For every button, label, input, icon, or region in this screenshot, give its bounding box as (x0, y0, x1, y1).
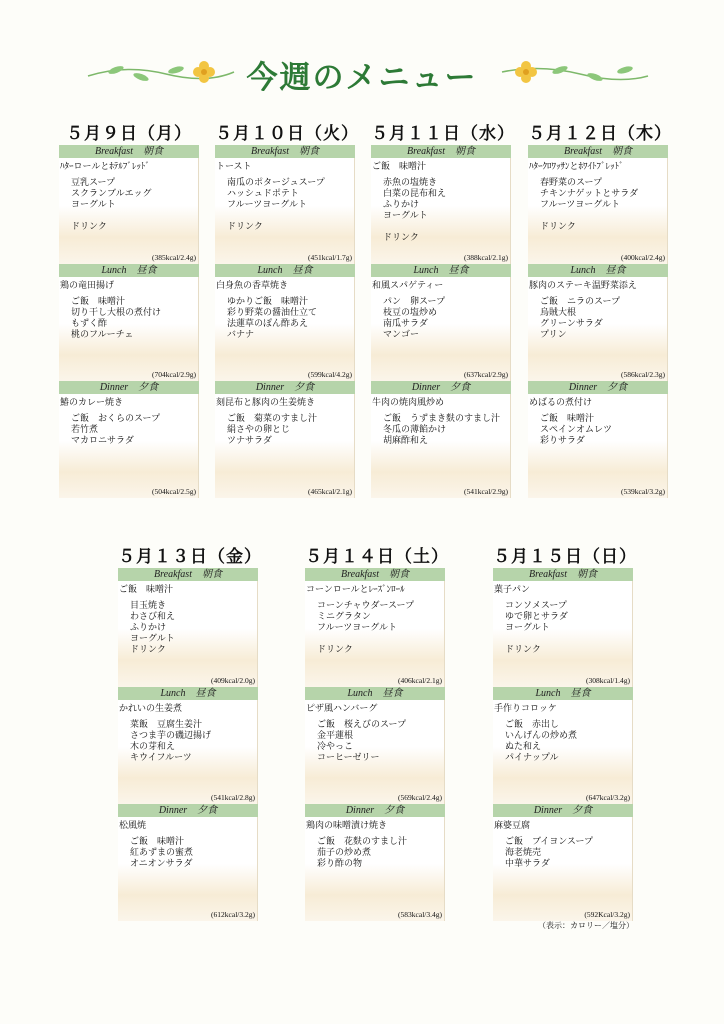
meal-label: Breakfast 朝食 (215, 145, 355, 158)
page-title: 今週のメニュー (246, 60, 478, 96)
meal-lunch (118, 687, 258, 804)
meal-lunch (493, 687, 633, 804)
main-dish: 刻昆布と豚肉の生姜焼き (216, 398, 316, 408)
side-dish: ご飯 味噌汁 (71, 297, 126, 307)
main-dish: 鶏肉の味噌漬け焼き (306, 821, 388, 831)
side-dish-list (528, 297, 667, 341)
side-dish: ご飯 うずまき麩のすまし汁 (383, 414, 501, 424)
footnote: （表示：カロリー／塩分） (538, 921, 634, 930)
side-dish: 木の芽和え (130, 742, 176, 752)
day-date: ５月９日（月） (66, 124, 192, 144)
meal-label: Lunch 昼食 (528, 264, 668, 277)
side-dish: 若竹煮 (71, 425, 99, 435)
side-dish: 目玉焼き (130, 601, 167, 611)
meal-breakfast (493, 568, 633, 687)
side-dish: ドリンク (505, 645, 541, 655)
meal-lunch (371, 264, 511, 381)
side-dish: 春野菜のスープ (540, 178, 603, 188)
day-column (528, 123, 672, 498)
side-dish-list (215, 297, 354, 341)
calorie-salt: (541kcal/2.8g) (211, 793, 255, 802)
side-dish: 茄子の炒め煮 (317, 848, 372, 858)
meal-dinner (528, 381, 668, 498)
meal-label: Breakfast 朝食 (493, 568, 633, 581)
side-dish: ご飯 花麩のすまし汁 (317, 837, 408, 847)
side-dish: ドリンク (317, 645, 353, 655)
day-date: ５月１３日（金） (118, 547, 262, 567)
meal-label: Dinner 夕食 (528, 381, 668, 394)
meal-dinner (118, 804, 258, 921)
calorie-salt: (539kcal/3.2g) (621, 487, 665, 496)
meal-lunch (59, 264, 199, 381)
meal-body (215, 277, 355, 381)
meal-lunch (528, 264, 668, 381)
main-dish: 松風焼 (119, 821, 147, 831)
side-dish: ハッシュドポテト (227, 189, 299, 199)
meal-body (305, 817, 445, 921)
meal-body (215, 158, 355, 264)
calorie-salt: (637kcal/2.9g) (464, 370, 508, 379)
side-dish: パン 卵スープ (383, 297, 446, 307)
side-dish: ご飯 味噌汁 (130, 837, 185, 847)
side-dish-list (305, 601, 444, 656)
main-dish: 牛肉の焼肉風炒め (372, 398, 445, 408)
side-dish: ふりかけ (383, 200, 420, 210)
side-dish: ご飯 菊菜のすまし汁 (227, 414, 318, 424)
day-column (59, 123, 199, 498)
meal-dinner (493, 804, 633, 921)
side-dish-list (371, 297, 510, 341)
main-dish: 豚肉のステーキ温野菜添え (529, 281, 637, 291)
side-dish-list (305, 720, 444, 764)
side-dish: ゆで卵とサラダ (505, 612, 568, 622)
calorie-salt: (400kcal/2.4g) (621, 253, 665, 262)
side-dish: ご飯 桜えびのスープ (317, 720, 407, 730)
main-dish: 手作りコロッケ (494, 704, 557, 714)
side-dish: 赤魚の塩焼き (383, 178, 438, 188)
side-dish: 中華サラダ (505, 859, 550, 869)
main-dish: ピザ風ハンバーグ (306, 704, 378, 714)
meal-breakfast (59, 145, 199, 264)
flower-vine-right-icon (500, 54, 650, 94)
side-dish: キウイフルーツ (130, 753, 192, 763)
meal-label: Breakfast 朝食 (118, 568, 258, 581)
meal-label: Dinner 夕食 (305, 804, 445, 817)
meal-label: Breakfast 朝食 (528, 145, 668, 158)
side-dish-list (59, 414, 198, 447)
side-dish-list (118, 837, 257, 870)
side-dish: 絹さやの卵とじ (227, 425, 291, 435)
day-column (215, 123, 359, 498)
side-dish-list (371, 414, 510, 447)
side-dish: ヨーグルト (130, 634, 175, 644)
meal-label: Dinner 夕食 (371, 381, 511, 394)
meal-body (118, 817, 258, 921)
meal-body (118, 581, 258, 687)
meal-body (493, 700, 633, 804)
spacer (227, 211, 354, 222)
main-dish: 和風スパゲティー (372, 281, 444, 291)
main-dish: ﾊﾀｰロールとﾎﾃﾙﾌﾞﾚｯﾄﾞ (60, 162, 150, 172)
calorie-salt: (385kcal/2.4g) (152, 253, 196, 262)
meal-label: Breakfast 朝食 (305, 568, 445, 581)
meal-body (371, 158, 511, 264)
side-dish: スクランブルエッグ (71, 189, 152, 199)
main-dish: 麻婆豆腐 (494, 821, 531, 831)
calorie-salt: (406kcal/2.1g) (398, 676, 442, 685)
meal-lunch (215, 264, 355, 381)
side-dish: ご飯 ブイヨンスープ (505, 837, 594, 847)
side-dish: チキンナゲットとサラダ (540, 189, 639, 199)
side-dish: ミニグラタン (317, 612, 371, 622)
main-dish: コーンロールとﾚｰｽﾞﾝﾛｰﾙ (306, 585, 405, 595)
side-dish: オニオンサラダ (130, 859, 193, 869)
meal-breakfast (305, 568, 445, 687)
meal-label: Lunch 昼食 (59, 264, 199, 277)
spacer (383, 222, 510, 233)
day-date: ５月１１日（水） (371, 124, 515, 144)
side-dish: もずく酢 (71, 319, 108, 329)
meal-body (118, 700, 258, 804)
meal-body (528, 277, 668, 381)
calorie-salt: (592Kcal/3.2g) (584, 910, 630, 919)
meal-label: Breakfast 朝食 (371, 145, 511, 158)
spacer (540, 211, 667, 222)
side-dish: フルーツヨーグルト (317, 623, 398, 633)
calorie-salt: (704kcal/2.9g) (152, 370, 196, 379)
side-dish: マンゴー (383, 330, 420, 340)
side-dish: ツナサラダ (227, 436, 272, 446)
side-dish: わさび和え (130, 612, 176, 622)
side-dish: 海老焼売 (505, 848, 542, 858)
main-dish: 鰆のカレー焼き (60, 398, 124, 408)
day-column (118, 546, 262, 921)
side-dish: ご飯 ニラのスープ (540, 297, 621, 307)
meal-body (305, 581, 445, 687)
calorie-salt: (409kcal/2.0g) (211, 676, 255, 685)
side-dish: ヨーグルト (505, 623, 550, 633)
side-dish: コーンチャウダースープ (317, 601, 415, 611)
side-dish: 胡麻酢和え (383, 436, 429, 446)
side-dish: さつま芋の磯辺揚げ (130, 731, 212, 741)
calorie-salt: (612kcal/3.2g) (211, 910, 255, 919)
meal-body (493, 581, 633, 687)
meal-body (305, 700, 445, 804)
meal-breakfast (215, 145, 355, 264)
side-dish: 桃のフルーチェ (71, 330, 134, 340)
side-dish: 烏賊大根 (540, 308, 577, 318)
calorie-salt: (647kcal/3.2g) (586, 793, 630, 802)
day-column (493, 546, 637, 921)
side-dish: ヨーグルト (383, 211, 428, 221)
side-dish: ドリンク (130, 645, 166, 655)
side-dish: ドリンク (383, 233, 419, 243)
side-dish: 白菜の昆布和え (383, 189, 447, 199)
calorie-salt: (504kcal/2.5g) (152, 487, 196, 496)
meal-label: Lunch 昼食 (371, 264, 511, 277)
day-column (305, 546, 449, 921)
meal-label: Breakfast 朝食 (59, 145, 199, 158)
side-dish: 彩り野菜の醤油仕立て (227, 308, 318, 318)
calorie-salt: (569kcal/2.4g) (398, 793, 442, 802)
side-dish: ゆかりご飯 味噌汁 (227, 297, 309, 307)
side-dish-list (118, 601, 257, 656)
day-date: ５月１０日（火） (215, 124, 359, 144)
meal-label: Lunch 昼食 (215, 264, 355, 277)
side-dish: 切り干し大根の煮付け (71, 308, 162, 318)
side-dish: ドリンク (227, 222, 263, 232)
main-dish: かれいの生姜煮 (119, 704, 183, 714)
side-dish-list (305, 837, 444, 870)
day-date: ５月１４日（土） (305, 547, 449, 567)
meal-dinner (305, 804, 445, 921)
meal-breakfast (118, 568, 258, 687)
meal-body (371, 394, 511, 498)
side-dish: 南瓜のポタージュスープ (227, 178, 325, 188)
side-dish: バナナ (227, 330, 255, 340)
side-dish: ドリンク (540, 222, 576, 232)
side-dish: 冷やっこ (317, 742, 354, 752)
main-dish: 白身魚の香草焼き (216, 281, 289, 291)
side-dish: 冬瓜の薄餡かけ (383, 425, 447, 435)
spacer (505, 634, 632, 645)
main-dish: ご飯 味噌汁 (372, 162, 427, 172)
side-dish-list (215, 178, 354, 233)
meal-label: Dinner 夕食 (118, 804, 258, 817)
meal-dinner (371, 381, 511, 498)
meal-body (493, 817, 633, 921)
side-dish: 紅あずまの蜜煮 (130, 848, 194, 858)
side-dish: 豆乳スープ (71, 178, 116, 188)
main-dish: トースト (216, 162, 252, 172)
meal-label: Dinner 夕食 (215, 381, 355, 394)
calorie-salt: (451kcal/1.7g) (308, 253, 352, 262)
side-dish-list (59, 178, 198, 233)
side-dish-list (528, 178, 667, 233)
spacer (71, 211, 198, 222)
meal-body (59, 277, 199, 381)
main-dish: 菓子パン (494, 585, 531, 595)
side-dish: ご飯 おくらのスープ (71, 414, 161, 424)
main-dish: ﾊﾀｰｸﾛﾜｯｻﾝとﾎﾜｲﾄﾌﾞﾚｯﾄﾞ (529, 162, 624, 172)
main-dish: めばるの煮付け (529, 398, 593, 408)
meal-breakfast (371, 145, 511, 264)
calorie-salt: (586kcal/2.3g) (621, 370, 665, 379)
side-dish-list (371, 178, 510, 244)
header (0, 0, 724, 110)
meal-body (59, 158, 199, 264)
side-dish-list (493, 601, 632, 656)
main-dish: ご飯 味噌汁 (119, 585, 174, 595)
meal-label: Dinner 夕食 (493, 804, 633, 817)
day-column (371, 123, 515, 498)
side-dish: フルーツヨーグルト (227, 200, 308, 210)
spacer (317, 634, 444, 645)
meal-body (59, 394, 199, 498)
calorie-salt: (308kcal/1.4g) (586, 676, 630, 685)
meal-breakfast (528, 145, 668, 264)
side-dish: 彩り酢の物 (317, 859, 363, 869)
side-dish: 枝豆の塩炒め (383, 308, 438, 318)
meal-body (528, 158, 668, 264)
side-dish: コーヒーゼリー (317, 753, 380, 763)
side-dish: フルーツヨーグルト (540, 200, 621, 210)
side-dish-list (215, 414, 354, 447)
side-dish: 菜飯 豆腐生姜汁 (130, 720, 203, 730)
main-dish: 鶏の竜田揚げ (60, 281, 115, 291)
meal-body (215, 394, 355, 498)
side-dish: マカロニサラダ (71, 436, 134, 446)
day-date: ５月１５日（日） (493, 547, 637, 567)
side-dish: ドリンク (71, 222, 107, 232)
side-dish: ご飯 赤出し (505, 720, 560, 730)
calorie-salt: (583kcal/3.4g) (398, 910, 442, 919)
side-dish: プリン (540, 330, 567, 340)
meal-dinner (215, 381, 355, 498)
side-dish: パイナップル (505, 753, 559, 763)
side-dish: グリーンサラダ (540, 319, 603, 329)
side-dish-list (528, 414, 667, 447)
meal-body (371, 277, 511, 381)
meal-label: Lunch 昼食 (305, 687, 445, 700)
meal-body (528, 394, 668, 498)
side-dish: ご飯 味噌汁 (540, 414, 595, 424)
side-dish: 南瓜サラダ (383, 319, 428, 329)
calorie-salt: (388kcal/2.1g) (464, 253, 508, 262)
side-dish: 彩りサラダ (540, 436, 585, 446)
meal-label: Dinner 夕食 (59, 381, 199, 394)
side-dish: ヨーグルト (71, 200, 116, 210)
side-dish: ふりかけ (130, 623, 167, 633)
side-dish: いんげんの炒め煮 (505, 731, 578, 741)
meal-label: Lunch 昼食 (118, 687, 258, 700)
side-dish-list (59, 297, 198, 341)
side-dish-list (493, 720, 632, 764)
day-date: ５月１２日（木） (528, 124, 672, 144)
side-dish-list (493, 837, 632, 870)
calorie-salt: (465kcal/2.1g) (308, 487, 352, 496)
side-dish: スペインオムレツ (540, 425, 613, 435)
side-dish: コンソメスープ (505, 601, 567, 611)
side-dish: 法蓮草のぽん酢あえ (227, 319, 309, 329)
meal-lunch (305, 687, 445, 804)
meal-label: Lunch 昼食 (493, 687, 633, 700)
meal-dinner (59, 381, 199, 498)
side-dish: ぬた和え (505, 742, 542, 752)
side-dish: 金平蓮根 (317, 731, 354, 741)
calorie-salt: (541kcal/2.9g) (464, 487, 508, 496)
calorie-salt: (599kcal/4.2g) (308, 370, 352, 379)
side-dish-list (118, 720, 257, 764)
